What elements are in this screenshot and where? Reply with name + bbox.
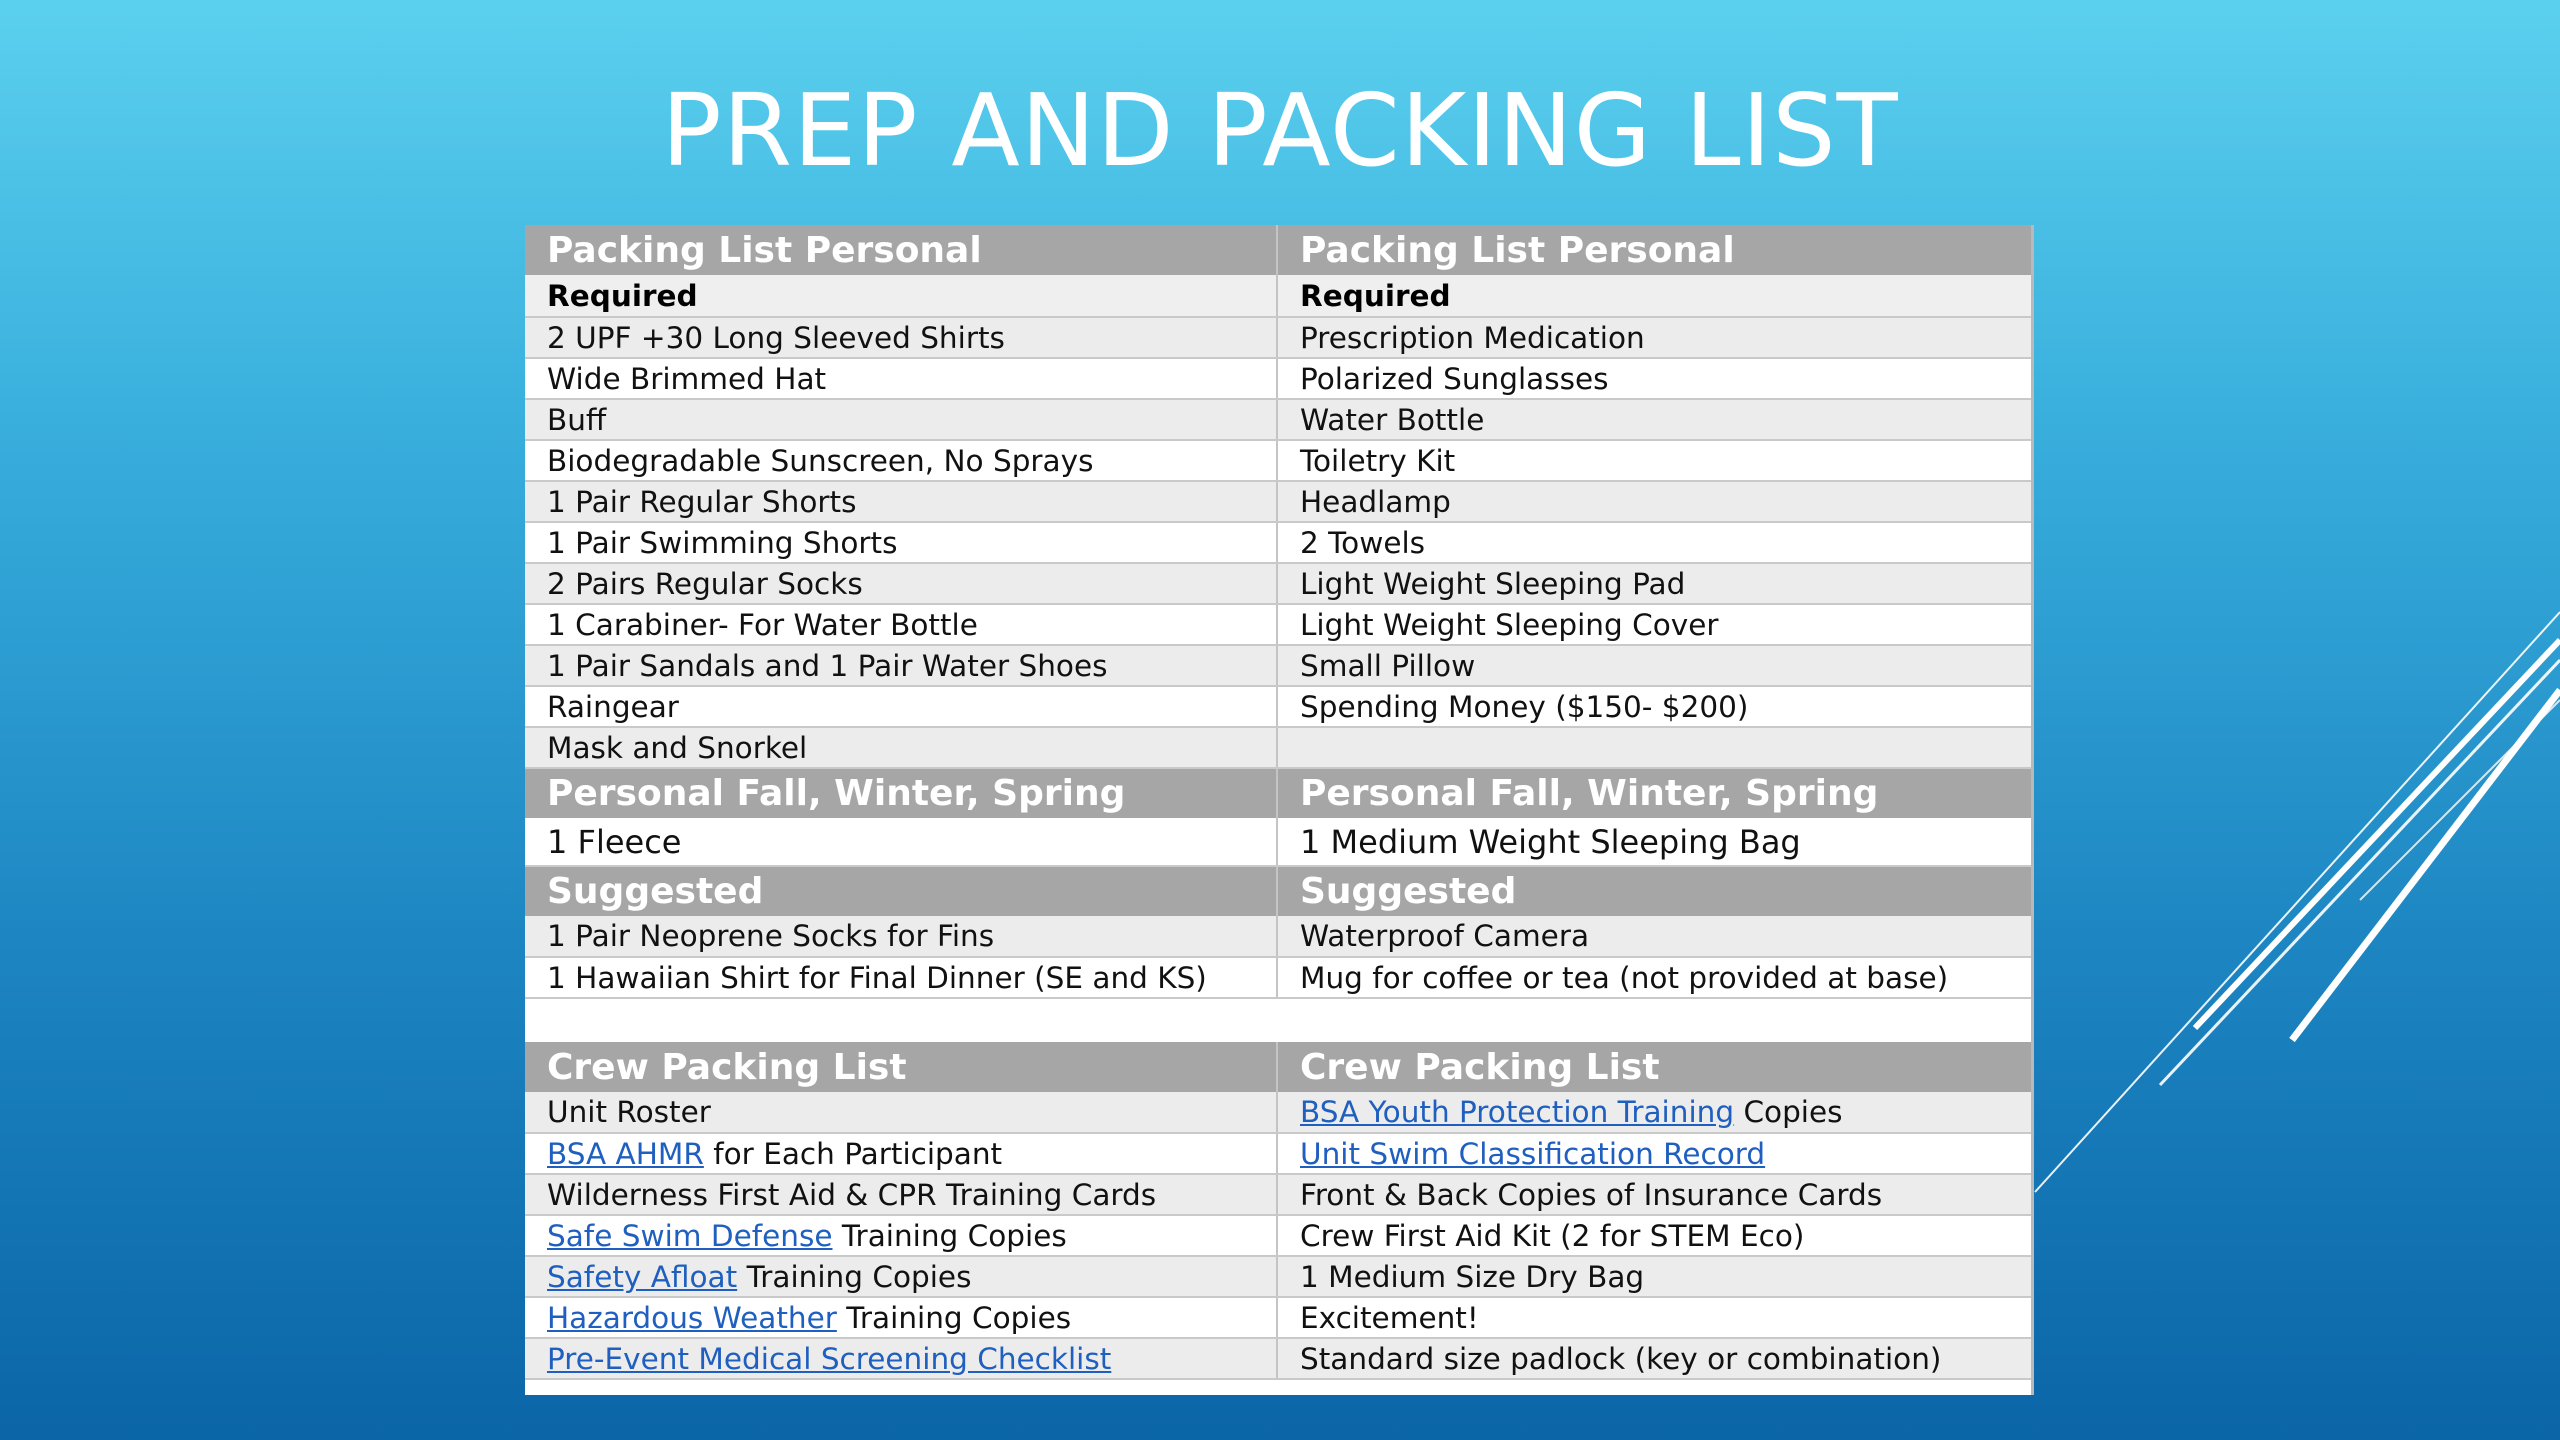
- table-row: [525, 818, 2031, 866]
- table-row-left: [525, 1297, 1277, 1338]
- table-row-right: Toiletry Kit: [1277, 440, 2031, 481]
- section-header-personal-right: Packing List Personal: [1277, 225, 2031, 275]
- table-row: [525, 1133, 2031, 1174]
- doc-link[interactable]: Hazardous Weather: [547, 1300, 837, 1335]
- table-row: [525, 957, 2031, 998]
- section-header-personal-left: Packing List Personal: [525, 225, 1277, 275]
- spacer-cell: [525, 998, 2031, 1042]
- table-row-right: [1277, 1092, 2031, 1133]
- table-row-left: Wide Brimmed Hat: [525, 358, 1277, 399]
- table-row-left: Mask and Snorkel: [525, 727, 1277, 768]
- doc-link[interactable]: Safe Swim Defense: [547, 1218, 833, 1253]
- table-row-right: [1277, 1338, 2031, 1379]
- table-row-left: [525, 1338, 1277, 1379]
- item-text: Standard size padlock (key or combination): [1300, 1341, 1942, 1376]
- table-row-left: [525, 1092, 1277, 1133]
- table-row-right: 2 Towels: [1277, 522, 2031, 563]
- item-text: Training Copies: [832, 1218, 1067, 1253]
- table-row: [525, 399, 2031, 440]
- table-row: [525, 481, 2031, 522]
- table-row: [525, 1215, 2031, 1256]
- table-row: [525, 604, 2031, 645]
- table-row: [525, 1092, 2031, 1133]
- table-row: [525, 1297, 2031, 1338]
- table-row-left: 1 Fleece: [525, 818, 1277, 866]
- subheader-required-left: Required: [525, 275, 1277, 317]
- table-row-left: 1 Pair Swimming Shorts: [525, 522, 1277, 563]
- section-header-suggested-left: Suggested: [525, 866, 1277, 916]
- table-row-left: 2 Pairs Regular Socks: [525, 563, 1277, 604]
- section-header-seasonal-right: Personal Fall, Winter, Spring: [1277, 768, 2031, 818]
- section-header-personal: [525, 225, 2031, 275]
- section-header-seasonal: [525, 768, 2031, 818]
- table-row: [525, 563, 2031, 604]
- table-row-left: 2 UPF +30 Long Sleeved Shirts: [525, 317, 1277, 358]
- table-row-right: Headlamp: [1277, 481, 2031, 522]
- item-text: Crew First Aid Kit (2 for STEM Eco): [1300, 1218, 1805, 1253]
- doc-link[interactable]: Safety Afloat: [547, 1259, 738, 1294]
- table-row-right: 1 Medium Weight Sleeping Bag: [1277, 818, 2031, 866]
- table-row-left: [525, 1256, 1277, 1297]
- table-row-right: [1277, 1174, 2031, 1215]
- table-row: [525, 440, 2031, 481]
- table-row: [525, 645, 2031, 686]
- item-text: Excitement!: [1300, 1300, 1479, 1335]
- section-header-suggested: [525, 866, 2031, 916]
- item-text: Front & Back Copies of Insurance Cards: [1300, 1177, 1883, 1212]
- table-row: [525, 358, 2031, 399]
- table-row: [525, 916, 2031, 957]
- table-row: [525, 522, 2031, 563]
- packing-table: [525, 225, 2034, 1395]
- item-text: Training Copies: [836, 1300, 1072, 1335]
- table-row-right: Waterproof Camera: [1277, 916, 2031, 957]
- table-row: [525, 686, 2031, 727]
- table-row: [525, 1174, 2031, 1215]
- table-row-left: [525, 1133, 1277, 1174]
- table-row-left: 1 Pair Sandals and 1 Pair Water Shoes: [525, 645, 1277, 686]
- doc-link[interactable]: BSA AHMR: [547, 1136, 704, 1171]
- doc-link[interactable]: Pre-Event Medical Screening Checklist: [547, 1341, 1112, 1376]
- table-row-right: Light Weight Sleeping Pad: [1277, 563, 2031, 604]
- item-text: Training Copies: [737, 1259, 972, 1294]
- table-row-left: 1 Carabiner- For Water Bottle: [525, 604, 1277, 645]
- table-row: [525, 317, 2031, 358]
- table-row-right: Prescription Medication: [1277, 317, 2031, 358]
- table-row-left: 1 Pair Regular Shorts: [525, 481, 1277, 522]
- table-row-left: [525, 1174, 1277, 1215]
- table-row-left: Raingear: [525, 686, 1277, 727]
- table-row: [525, 727, 2031, 768]
- section-header-crew: [525, 1042, 2031, 1092]
- table-row-right: Small Pillow: [1277, 645, 2031, 686]
- doc-link[interactable]: BSA Youth Protection Training: [1300, 1095, 1735, 1129]
- table-row-right: Water Bottle: [1277, 399, 2031, 440]
- table-row-left: Buff: [525, 399, 1277, 440]
- section-header-crew-left: Crew Packing List: [525, 1042, 1277, 1092]
- table-row-right: [1277, 727, 2031, 768]
- table-row-right: [1277, 1133, 2031, 1174]
- slide-title: PREP AND PACKING LIST: [661, 72, 1899, 189]
- table-row: [525, 1256, 2031, 1297]
- item-text: 1 Medium Size Dry Bag: [1300, 1259, 1645, 1294]
- table-row-right: Light Weight Sleeping Cover: [1277, 604, 2031, 645]
- table-row-right: Polarized Sunglasses: [1277, 358, 2031, 399]
- subheader-required: [525, 275, 2031, 317]
- table-row-right: [1277, 1215, 2031, 1256]
- subheader-required-right: Required: [1277, 275, 2031, 317]
- table-row-right: Spending Money ($150- $200): [1277, 686, 2031, 727]
- doc-link[interactable]: Unit Swim Classification Record: [1300, 1136, 1766, 1171]
- section-header-suggested-right: Suggested: [1277, 866, 2031, 916]
- table-row-left: Biodegradable Sunscreen, No Sprays: [525, 440, 1277, 481]
- table-row-right: [1277, 1256, 2031, 1297]
- table-row-right: [1277, 1297, 2031, 1338]
- table-row-right: Mug for coffee or tea (not provided at base): [1277, 957, 2031, 998]
- table-row-left: 1 Hawaiian Shirt for Final Dinner (SE and KS): [525, 957, 1277, 998]
- table-row-left: [525, 1215, 1277, 1256]
- spacer-row: [525, 998, 2031, 1042]
- table-row: [525, 1338, 2031, 1379]
- table-row-left: 1 Pair Neoprene Socks for Fins: [525, 916, 1277, 957]
- item-text: Copies: [1734, 1095, 1843, 1129]
- item-text: Wilderness First Aid & CPR Training Cards: [547, 1177, 1157, 1212]
- item-text: for Each Participant: [703, 1136, 1003, 1171]
- section-header-seasonal-left: Personal Fall, Winter, Spring: [525, 768, 1277, 818]
- section-header-crew-right: Crew Packing List: [1277, 1042, 2031, 1092]
- item-text: Unit Roster: [547, 1095, 711, 1129]
